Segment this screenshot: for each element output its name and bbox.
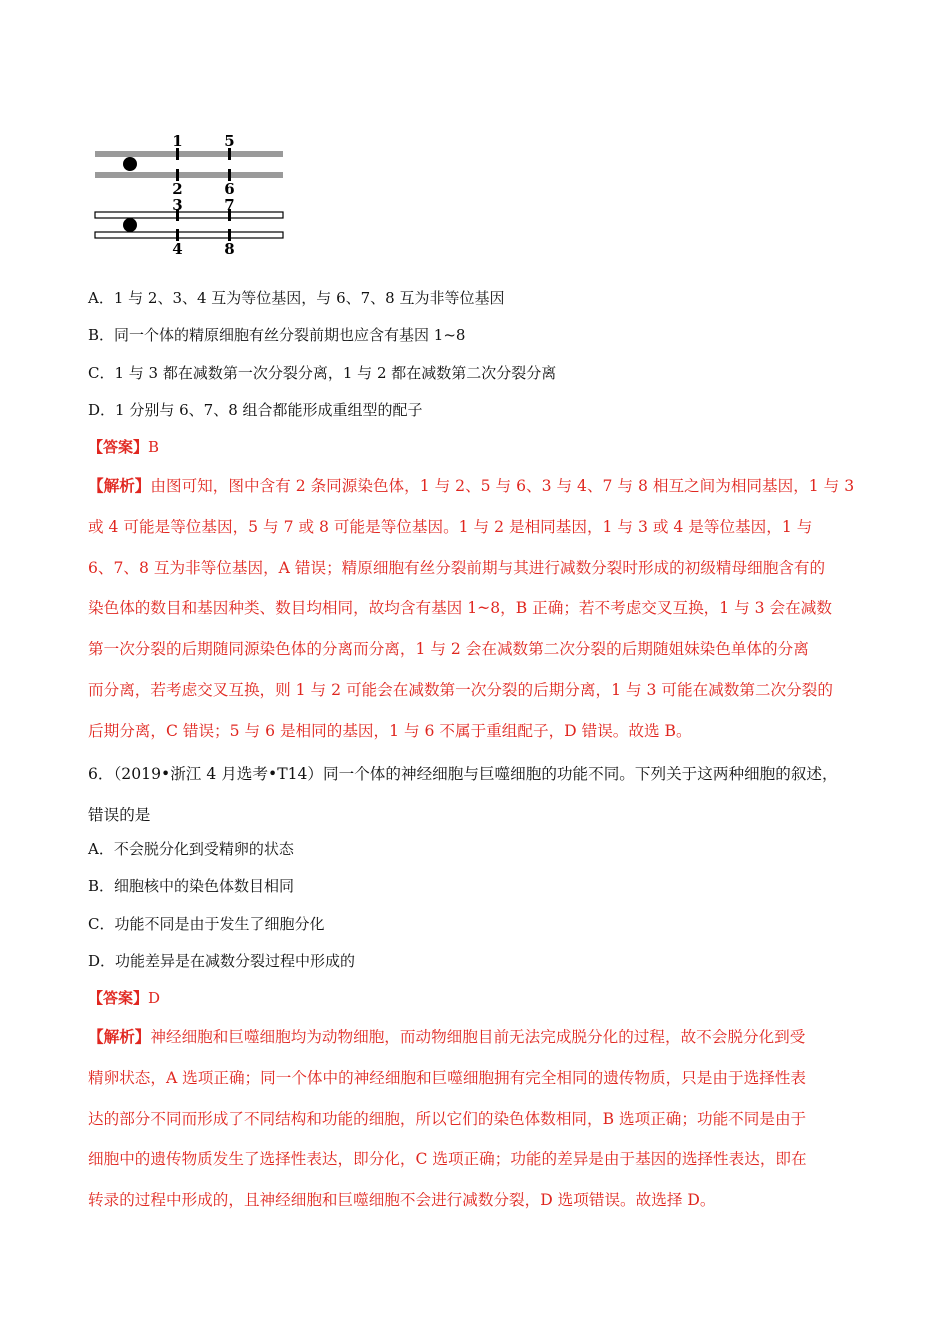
analysis-line: 或 4 可能是等位基因，5 与 7 或 8 可能是等位基因。1 与 2 是相同基因，1 与 3 或 4 是等位基因，1 与: [88, 517, 813, 536]
analysis-tag: 【解析】: [88, 476, 151, 495]
q6-answer: [88, 988, 160, 1008]
analysis-line: 【解析】神经细胞和巨噬细胞均为动物细胞，而动物细胞目前无法完成脱分化的过程，故不会脱分化到受: [88, 1027, 806, 1046]
analysis-tag: 【解析】: [88, 1027, 151, 1046]
q6-analysis: [88, 1017, 878, 1221]
chromosome-upper-2: [95, 172, 283, 178]
centromere-lower: [123, 218, 137, 232]
analysis-line: 第一次分裂的后期随同源染色体的分离而分离，1 与 2 会在减数第二次分裂的后期随姐妹染色单体的分离: [88, 640, 809, 659]
answer-value: B: [148, 438, 160, 456]
q5-option-c: C．1 与 3 都在减数第一次分裂分离，1 与 2 都在减数第二次分裂分离: [88, 364, 557, 382]
q6-option-d: D．功能差异是在减数分裂过程中形成的: [88, 952, 356, 970]
analysis-line: 精卵状态，A 选项正确；同一个体中的神经细胞和巨噬细胞拥有完全相同的遗传物质，只是由于选择性表: [88, 1068, 806, 1087]
analysis-line: 6、7、8 互为非等位基因，A 错误；精原细胞有丝分裂前期与其进行减数分裂时形成的初级精母细胞含有的: [88, 558, 826, 577]
gene-label-2: 2: [172, 180, 183, 198]
chromosome-diagram: [88, 132, 298, 256]
analysis-line: 达的部分不同而形成了不同结构和功能的细胞，所以它们的染色体数相同，B 选项正确；功能不同是由于: [88, 1109, 807, 1128]
q5-answer: [88, 437, 159, 457]
q5-option-b: B．同一个体的精原细胞有丝分裂前期也应含有基因 1~8: [88, 326, 466, 344]
q6-option-c: C．功能不同是由于发生了细胞分化: [88, 915, 325, 933]
analysis-line: 染色体的数目和基因种类、数目均相同，故均含有基因 1~8，B 正确；若不考虑交叉互换，1 与 3 会在减数: [88, 599, 832, 618]
analysis-line: 后期分离，C 错误；5 与 6 是相同的基因，1 与 6 不属于重组配子，D 错误。故选 B。: [88, 721, 692, 740]
gene-label-5: 5: [224, 132, 235, 150]
gene-label-6: 6: [224, 180, 235, 198]
answer-tag: 【答案】: [88, 438, 149, 456]
analysis-line: 转录的过程中形成的，且神经细胞和巨噬细胞不会进行减数分裂，D 选项错误。故选择 D。: [88, 1191, 716, 1210]
q6-stem-line2: 错误的是: [88, 806, 151, 824]
gene-label-4: 4: [172, 240, 183, 256]
gene-label-8: 8: [224, 240, 235, 256]
q5-option-a: A．1 与 2、3、4 互为等位基因，与 6、7、8 互为非等位基因: [88, 289, 505, 307]
q6-option-b: B．细胞核中的染色体数目相同: [88, 877, 295, 895]
chromosome-upper-1: [95, 151, 283, 157]
answer-tag: 【答案】: [88, 989, 149, 1007]
gene-label-7: 7: [224, 196, 235, 214]
centromere-upper: [123, 157, 137, 171]
gene-label-1: 1: [172, 132, 183, 150]
q5-option-d: D．1 分别与 6、7、8 组合都能形成重组型的配子: [88, 401, 423, 419]
answer-value: D: [148, 989, 161, 1007]
analysis-line: 而分离，若考虑交叉互换，则 1 与 2 可能会在减数第一次分裂的后期分离，1 与 3 可能在减数第二次分裂的: [88, 680, 833, 699]
chromosome-lower-2: [95, 232, 283, 238]
chromosome-lower-1: [95, 212, 283, 218]
q6-stem-line1: 6．（2019•浙江 4 月选考•T14）同一个体的神经细胞与巨噬细胞的功能不同。下列关于这两种细胞的叙述，: [88, 765, 838, 783]
q5-analysis: [88, 466, 878, 752]
gene-label-3: 3: [172, 196, 183, 214]
analysis-line: 细胞中的遗传物质发生了选择性表达，即分化，C 选项正确；功能的差异是由于基因的选择性表达，即在: [88, 1150, 807, 1169]
analysis-line: 【解析】由图可知，图中含有 2 条同源染色体，1 与 2、5 与 6、3 与 4、7 与 8 相互之间为相同基因，1 与 3: [88, 476, 855, 495]
q6-option-a: A．不会脱分化到受精卵的状态: [88, 840, 294, 858]
